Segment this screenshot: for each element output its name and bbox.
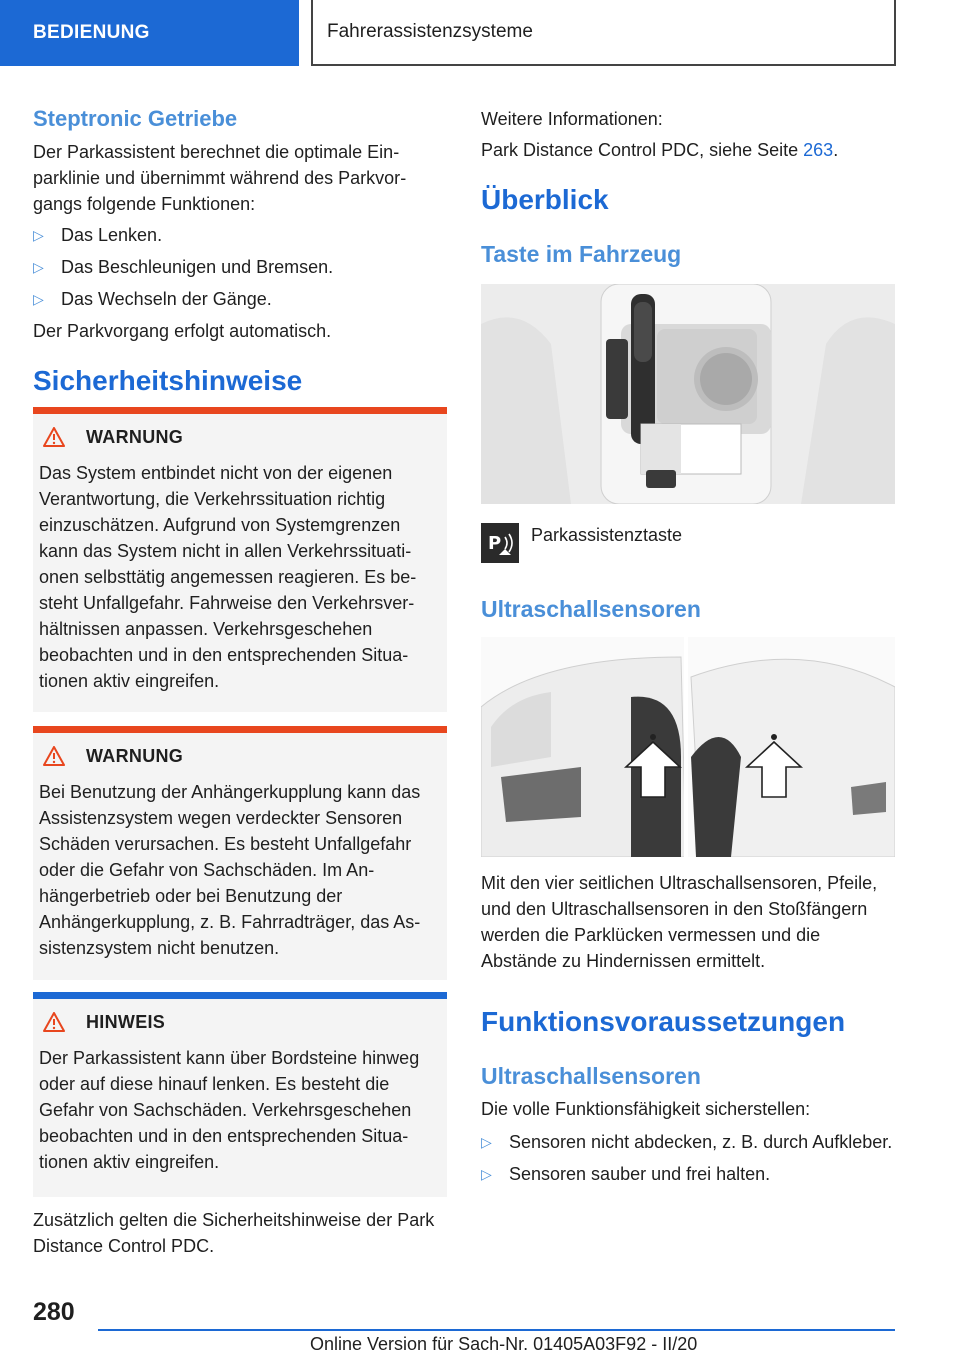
svg-text:P: P — [488, 533, 502, 554]
closing-text: Zusätzlich gelten die Sicherheitshinweise der Park Distance Control PDC. — [33, 1210, 435, 1256]
hint-notice — [33, 992, 447, 1197]
notice-title: WARNUNG — [86, 426, 184, 447]
button-heading: Taste im Fahrzeug — [481, 241, 682, 267]
notice-header — [33, 414, 447, 460]
warning-notice-2 — [33, 726, 447, 980]
triangle-bullet-icon: ▷ — [33, 291, 44, 307]
gear-console-illustration — [481, 284, 895, 504]
triangle-bullet-icon: ▷ — [33, 259, 44, 275]
prereq-text: Die volle Funktionsfähigkeit sicherstellen: — [481, 1099, 811, 1119]
prereq-bullets — [481, 1129, 895, 1187]
car-sensors-photo — [481, 637, 895, 857]
auto-parking-text: Der Parkvorgang erfolgt automatisch. — [33, 321, 332, 341]
notice-title: WARNUNG — [86, 745, 184, 766]
warning-notice-1 — [33, 407, 447, 712]
page-link[interactable]: 263 — [803, 140, 834, 160]
notice-bar — [33, 992, 447, 999]
list-item: ▷ Sensoren sauber und frei halten. — [481, 1161, 895, 1187]
sensors-heading: Ultraschallsensoren — [481, 596, 701, 622]
more-info-label: Weitere Informationen: — [481, 109, 663, 129]
warning-triangle-icon — [43, 746, 65, 766]
triangle-bullet-icon: ▷ — [481, 1166, 492, 1182]
page-number: 280 — [33, 1298, 75, 1326]
safety-heading: Sicherheitshinweise — [33, 365, 303, 396]
list-item: ▷ Das Wechseln der Gänge. — [33, 286, 447, 312]
notice-bar — [33, 407, 447, 414]
notice-text: Der Parkassistent kann über Bordsteine hinweg oder auf diese hinauf lenken. Es besteht die Gefahr von Sachschäden. Verkehrsgeschehen beobachten und in den entsprechenden Situationen aktiv eingreifen. — [39, 1048, 420, 1172]
car-sensors-illustration — [481, 637, 895, 857]
warning-triangle-icon — [43, 1012, 65, 1032]
notice-text: Bei Benutzung der Anhängerkupplung kann das Assistenzsystem wegen verdeckter Sensoren Schäden verursachen. Es besteht Unfallgefahr oder die Gefahr von Sachschäden. Im Anhängerbetrieb oder bei Benutzung der Anhängerkupplung, z. B. Fahrradträger, das Assistenzsystem nicht benutzen. — [39, 782, 421, 958]
sensors-text: Mit den vier seitlichen Ultraschallsensoren, Pfeile, und den Ultraschallsensoren in den Stoßfängern werden die Parklücken vermessen und die Abstände zu Hindernissen ermittelt. — [481, 873, 878, 971]
notice-header — [33, 999, 447, 1045]
notice-header — [33, 733, 447, 779]
notice-title: HINWEIS — [86, 1011, 166, 1032]
steptronic-text: Der Parkassistent berechnet die optimale Einparklinie und übernimmt während des Parkvorgangs folgende Funktionen: — [33, 142, 407, 214]
online-version-text: Online Version für Sach-Nr. 01405A03F92 - II/20 — [310, 1334, 698, 1354]
section-tab: BEDIENUNG — [0, 0, 299, 66]
triangle-bullet-icon: ▷ — [481, 1134, 492, 1150]
prereq-heading: Funktionsvoraussetzungen — [481, 1006, 846, 1037]
notice-text: Das System entbindet nicht von der eigenen Verantwortung, die Verkehrssituation richtig einzuschätzen. Aufgrund von Systemgrenzen kann das System nicht in allen Verkehrssituationen selbsttätig angemessen reagieren. Es besteht Unfallgefahr. Fahrweise den Verkehrsverhältnissen anpassen. Verkehrsgeschehen beobachten und in den entsprechenden Situationen aktiv eingreifen. — [39, 463, 417, 691]
list-item: ▷ Das Beschleunigen und Bremsen. — [33, 254, 447, 280]
notice-bar — [33, 726, 447, 733]
footer-divider — [98, 1329, 895, 1331]
list-item: ▷ Sensoren nicht abdecken, z. B. durch Aufkleber. — [481, 1129, 895, 1155]
list-item: ▷ Das Lenken. — [33, 222, 447, 248]
steptronic-heading: Steptronic Getriebe — [33, 106, 238, 131]
warning-triangle-icon — [43, 427, 65, 447]
button-caption: Parkassistenztaste — [531, 525, 683, 545]
steptronic-bullets — [33, 222, 447, 312]
chapter-title: Fahrerassistenzsysteme — [311, 0, 896, 66]
gear-console-photo — [481, 284, 895, 504]
prereq-subheading: Ultraschallsensoren — [481, 1063, 701, 1089]
park-assist-button-icon — [481, 523, 519, 563]
overview-heading: Überblick — [481, 184, 609, 215]
pdc-reference: Park Distance Control PDC, siehe Seite 263. — [481, 140, 839, 160]
triangle-bullet-icon: ▷ — [33, 227, 44, 243]
